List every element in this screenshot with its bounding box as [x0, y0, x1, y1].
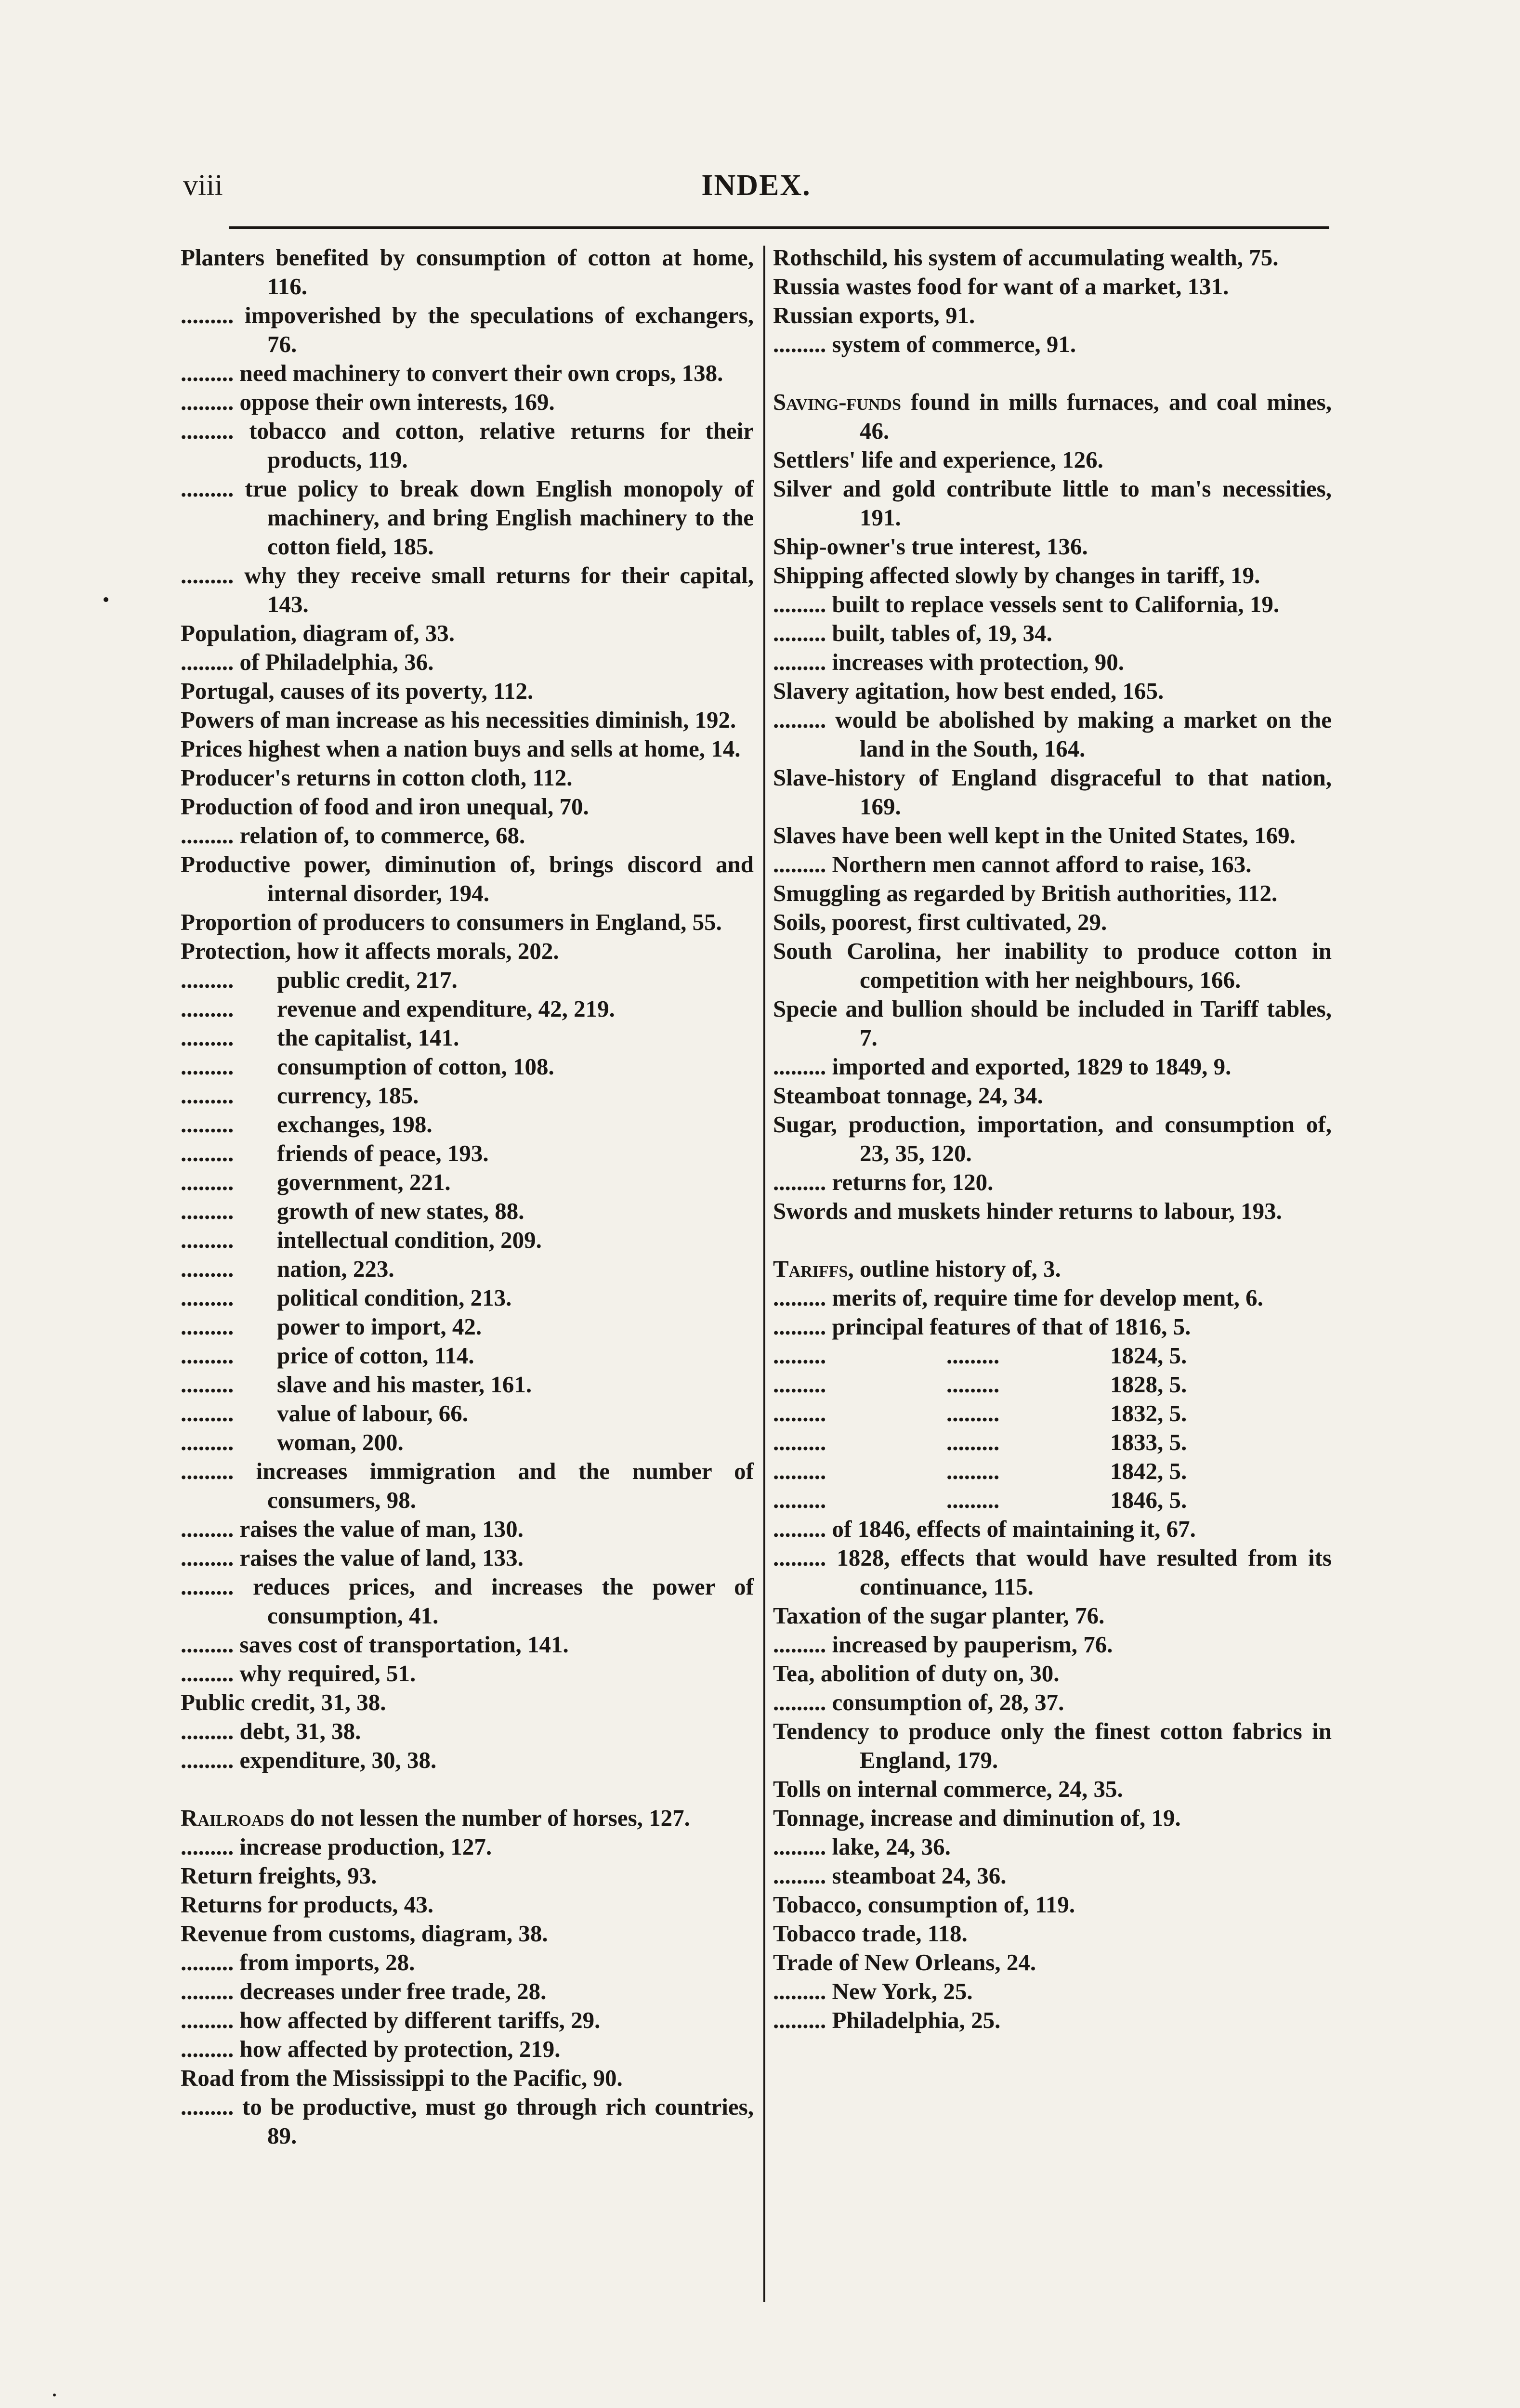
entry-text: 1832, 5.	[1110, 1400, 1187, 1426]
index-entry	[181, 561, 754, 619]
entry-text: Tolls on internal commerce, 24, 35.	[773, 1776, 1123, 1802]
index-entry	[181, 1544, 754, 1572]
column-divider	[763, 246, 765, 2302]
index-subentry	[181, 1312, 754, 1341]
leader-dots: .........	[181, 562, 234, 589]
entry-text: Steamboat tonnage, 24, 34.	[773, 1082, 1043, 1109]
entry-text: steamboat 24, 36.	[832, 1862, 1007, 1889]
leader-dots: .........	[181, 1544, 234, 1571]
entry-text: Tobacco, consumption of, 119.	[773, 1891, 1075, 1918]
entry-text: expenditure, 30, 38.	[239, 1747, 437, 1773]
entry-text: 1842, 5.	[1110, 1458, 1187, 1484]
index-entry	[181, 1572, 754, 1630]
index-entry	[773, 301, 1332, 330]
index-subentry	[181, 995, 754, 1023]
index-entry-tariff-year	[773, 1341, 1332, 1370]
leader-dots: .........	[181, 1140, 234, 1166]
entry-text: of 1846, effects of maintaining it, 67.	[832, 1516, 1196, 1542]
entry-text: would be abolished by making a market on the land in the South, 164.	[835, 707, 1332, 762]
entry-text: Productive power, diminution of, brings discord and internal disorder, 194.	[181, 851, 754, 906]
index-entry	[773, 1919, 1332, 1948]
index-entry	[181, 1977, 754, 2006]
entry-text: Soils, poorest, first cultivated, 29.	[773, 909, 1107, 935]
leader-dots: .........	[773, 1487, 826, 1513]
index-entry	[773, 995, 1332, 1052]
index-entry	[181, 1630, 754, 1659]
entry-text: 1824, 5.	[1110, 1342, 1187, 1369]
index-entry	[181, 388, 754, 417]
leader-dots: .........	[773, 2007, 826, 2033]
entry-text: Slavery agitation, how best ended, 165.	[773, 678, 1164, 704]
index-entry-tariff-year	[773, 1370, 1332, 1399]
entry-text: built to replace vessels sent to California, 19.	[832, 591, 1280, 617]
index-subentry	[181, 1197, 754, 1226]
entry-text: growth of new states, 88.	[277, 1198, 524, 1224]
entry-text: merits of, require time for develop ment, 6.	[832, 1284, 1263, 1311]
entry-text: reduces prices, and increases the power of consumption, 41.	[252, 1573, 754, 1629]
index-entry	[181, 619, 754, 648]
entry-text: price of cotton, 114.	[277, 1342, 474, 1369]
index-entry	[181, 301, 754, 359]
index-subentry	[181, 1023, 754, 1052]
index-entry	[773, 330, 1332, 359]
entry-text: Tonnage, increase and diminution of, 19.	[773, 1805, 1181, 1831]
leader-dots: .........	[181, 1111, 234, 1138]
leader-dots: .........	[773, 1544, 826, 1571]
leader-dots: .........	[181, 1371, 234, 1398]
index-subentry	[181, 1226, 754, 1255]
index-entry	[181, 792, 754, 821]
entry-text: intellectual condition, 209.	[277, 1227, 542, 1253]
leader-dots: .........	[773, 851, 826, 877]
leader-dots: .........	[181, 302, 234, 328]
entry-text: Tendency to produce only the finest cotton fabrics in England, 179.	[773, 1718, 1332, 1773]
index-entry	[773, 445, 1332, 474]
leader-dots: .........	[181, 418, 234, 444]
entry-text: Protection, how it affects morals, 202.	[181, 938, 559, 964]
index-entry	[181, 2006, 754, 2035]
leader-dots: .........	[181, 1256, 234, 1282]
entry-text: Northern men cannot afford to raise, 163.	[832, 851, 1252, 877]
entry-text: Slaves have been well kept in the United States, 169.	[773, 822, 1296, 849]
entry-text: New York, 25.	[832, 1978, 973, 2004]
index-column-right	[773, 243, 1332, 2035]
entry-text: Proportion of producers to consumers in England, 55.	[181, 909, 722, 935]
leader-dots: .........	[181, 1660, 234, 1687]
leader-dots: .........	[181, 1313, 234, 1340]
index-entry	[181, 1890, 754, 1919]
entry-text: Russian exports, 91.	[773, 302, 975, 328]
entry-text: Slave-history of England disgraceful to that nation, 169.	[773, 764, 1332, 820]
header-rule-gap	[185, 226, 229, 229]
entry-text: 1846, 5.	[1110, 1487, 1187, 1513]
leader-dots: .........	[181, 1227, 234, 1253]
index-subentry	[181, 966, 754, 995]
page-title: INDEX.	[701, 169, 811, 202]
entry-text: Settlers' life and experience, 126.	[773, 446, 1103, 473]
entry-text: South Carolina, her inability to produce cotton in competition with her neighbours, 166.	[773, 938, 1332, 993]
ink-speck	[53, 2394, 56, 2396]
entry-heading: Saving-funds	[773, 389, 901, 415]
entry-text: system of commerce, 91.	[832, 331, 1076, 357]
index-entry	[773, 1804, 1332, 1832]
index-subentry	[181, 1370, 754, 1399]
index-entry	[181, 1515, 754, 1544]
entry-text: true policy to break down English monopoly of machinery, and bring English machinery to the cotton field, 185.	[245, 475, 754, 560]
index-entry-tariff-year	[773, 1457, 1332, 1486]
entry-text: the capitalist, 141.	[277, 1024, 459, 1051]
entry-text: Road from the Mississippi to the Pacific, 90.	[181, 2065, 623, 2091]
entry-text: returns for, 120.	[832, 1169, 994, 1195]
leader-dots: .........	[181, 822, 234, 849]
entry-text: increases with protection, 90.	[832, 649, 1125, 675]
index-entry	[773, 1197, 1332, 1226]
leader-dots: .........	[773, 1833, 826, 1860]
entry-text: Production of food and iron unequal, 70.	[181, 793, 589, 820]
index-entry	[181, 1832, 754, 1861]
entry-text: how affected by different tariffs, 29.	[239, 2007, 601, 2033]
entry-text: increased by pauperism, 76.	[832, 1631, 1113, 1658]
page-number: viii	[183, 169, 223, 202]
leader-dots: .........	[773, 707, 826, 733]
leader-dots: .........	[181, 995, 234, 1022]
page-header	[183, 169, 1329, 212]
leader-dots: .........	[181, 389, 234, 415]
leader-dots: .........	[181, 2036, 234, 2062]
leader-dots: .........	[773, 1631, 826, 1658]
leader-dots: .........	[181, 1400, 234, 1426]
leader-dots: .........	[181, 360, 234, 386]
leader-dots: .........	[773, 620, 826, 646]
index-entry	[181, 359, 754, 388]
index-entry	[181, 1804, 754, 1832]
index-entry	[773, 1544, 1332, 1601]
index-entry	[773, 1659, 1332, 1688]
entry-text: why they receive small returns for their capital, 143.	[244, 562, 754, 617]
index-entry	[773, 1052, 1332, 1081]
index-entry	[181, 763, 754, 792]
entry-text: woman, 200.	[277, 1429, 404, 1455]
entry-text: 1828, 5.	[1110, 1371, 1187, 1398]
entry-text: Public credit, 31, 38.	[181, 1689, 386, 1715]
entry-text: 1828, effects that would have resulted from its continuance, 115.	[837, 1544, 1332, 1600]
entry-text: Prices highest when a nation buys and sells at home, 14.	[181, 735, 741, 762]
leader-dots: .........	[773, 331, 826, 357]
entry-text: increases immigration and the number of consumers, 98.	[256, 1458, 754, 1513]
leader-dots: .........	[946, 1342, 1000, 1369]
entry-text: oppose their own interests, 169.	[239, 389, 555, 415]
index-entry	[181, 1688, 754, 1717]
entry-text: of Philadelphia, 36.	[239, 649, 434, 675]
leader-dots: .........	[946, 1487, 1000, 1513]
index-entry	[773, 1832, 1332, 1861]
index-entry	[773, 272, 1332, 301]
entry-text: increase production, 127.	[239, 1833, 492, 1860]
leader-dots: .........	[181, 2007, 234, 2033]
entry-text: Specie and bullion should be included in Tariff tables, 7.	[773, 995, 1332, 1051]
entry-text: Returns for products, 43.	[181, 1891, 433, 1918]
entry-text: Shipping affected slowly by changes in tariff, 19.	[773, 562, 1260, 589]
index-entry	[181, 1659, 754, 1688]
entry-text: principal features of that of 1816, 5.	[832, 1313, 1191, 1340]
index-entry	[181, 908, 754, 937]
leader-dots: .........	[181, 1718, 234, 1744]
entry-text: Rothschild, his system of accumulating wealth, 75.	[773, 244, 1279, 271]
leader-dots: .........	[181, 1284, 234, 1311]
entry-text: found in mills furnaces, and coal mines, 46.	[860, 389, 1332, 444]
index-entry	[773, 1890, 1332, 1919]
entry-text: imported and exported, 1829 to 1849, 9.	[832, 1053, 1232, 1080]
index-entry	[773, 1601, 1332, 1630]
entry-text: tobacco and cotton, relative returns for their products, 119.	[249, 418, 754, 473]
leader-dots: .........	[946, 1400, 1000, 1426]
leader-dots: .........	[181, 1429, 234, 1455]
entry-text: Return freights, 93.	[181, 1862, 377, 1889]
entry-text: why required, 51.	[239, 1660, 416, 1687]
index-entry	[773, 1977, 1332, 2006]
index-subentry	[181, 1139, 754, 1168]
leader-dots: .........	[181, 475, 234, 502]
leader-dots: .........	[773, 1429, 826, 1455]
leader-dots: .........	[773, 1516, 826, 1542]
leader-dots: .........	[773, 1371, 826, 1398]
leader-dots: .........	[181, 1198, 234, 1224]
leader-dots: .........	[181, 1573, 234, 1600]
leader-dots: .........	[946, 1371, 1000, 1398]
entry-text: power to import, 42.	[277, 1313, 482, 1340]
entry-text: from imports, 28.	[239, 1949, 415, 1976]
leader-dots: .........	[773, 1342, 826, 1369]
entry-text: Revenue from customs, diagram, 38.	[181, 1920, 548, 1947]
index-entry	[773, 1717, 1332, 1775]
index-entry	[773, 879, 1332, 908]
index-entry	[773, 850, 1332, 879]
index-entry	[773, 1081, 1332, 1110]
index-entry	[773, 1688, 1332, 1717]
leader-dots: .........	[946, 1458, 1000, 1484]
entry-text: do not lessen the number of horses, 127.	[290, 1805, 690, 1831]
index-entry	[773, 388, 1332, 445]
index-entry	[773, 1861, 1332, 1890]
index-entry	[181, 1457, 754, 1515]
index-entry	[773, 1110, 1332, 1168]
entry-text: need machinery to convert their own crops, 138.	[239, 360, 723, 386]
index-entry	[181, 474, 754, 561]
index-column-left	[181, 243, 754, 2150]
leader-dots: .........	[181, 967, 234, 993]
index-entry	[773, 474, 1332, 532]
entry-text: Portugal, causes of its poverty, 112.	[181, 678, 534, 704]
index-entry	[773, 677, 1332, 706]
index-entry	[773, 1515, 1332, 1544]
index-entry	[181, 2093, 754, 2150]
leader-dots: .........	[181, 1631, 234, 1658]
index-subentry	[181, 1110, 754, 1139]
entry-text: saves cost of transportation, 141.	[239, 1631, 569, 1658]
index-entry	[773, 937, 1332, 995]
leader-dots: .........	[773, 1689, 826, 1715]
entry-text: Tea, abolition of duty on, 30.	[773, 1660, 1060, 1687]
index-entry	[773, 243, 1332, 272]
entry-text: Ship-owner's true interest, 136.	[773, 533, 1088, 560]
leader-dots: .........	[181, 1978, 234, 2004]
index-entry	[773, 1630, 1332, 1659]
entry-text: slave and his master, 161.	[277, 1371, 532, 1398]
index-entry	[181, 734, 754, 763]
index-entry	[773, 1312, 1332, 1341]
index-subentry	[181, 1283, 754, 1312]
leader-dots: .........	[181, 649, 234, 675]
entry-text: exchanges, 198.	[277, 1111, 432, 1138]
index-entry	[181, 706, 754, 734]
leader-dots: .........	[773, 1400, 826, 1426]
entry-text: Silver and gold contribute little to man's necessities, 191.	[773, 475, 1332, 531]
leader-dots: .........	[181, 1082, 234, 1109]
index-entry	[773, 1283, 1332, 1312]
entry-text: consumption of cotton, 108.	[277, 1053, 554, 1080]
index-subentry	[181, 1341, 754, 1370]
index-entry	[181, 1717, 754, 1746]
leader-dots: .........	[773, 591, 826, 617]
leader-dots: .........	[181, 1747, 234, 1773]
index-entry	[181, 2064, 754, 2093]
index-subentry	[181, 1255, 754, 1283]
entry-text: debt, 31, 38.	[239, 1718, 361, 1744]
index-subentry	[181, 1168, 754, 1197]
index-entry	[181, 243, 754, 301]
section-gap	[773, 359, 1332, 388]
entry-text: Russia wastes food for want of a market, 131.	[773, 273, 1229, 300]
entry-text: Philadelphia, 25.	[832, 2007, 1001, 2033]
leader-dots: .........	[773, 1284, 826, 1311]
index-entry	[773, 706, 1332, 763]
entry-text: raises the value of man, 130.	[239, 1516, 524, 1542]
entry-text: friends of peace, 193.	[277, 1140, 489, 1166]
index-entry	[773, 821, 1332, 850]
index-entry	[181, 2035, 754, 2064]
leader-dots: .........	[181, 1458, 234, 1484]
entry-text: political condition, 213.	[277, 1284, 512, 1311]
entry-text: Population, diagram of, 33.	[181, 620, 455, 646]
entry-heading: Tariffs	[773, 1256, 848, 1282]
entry-text: how affected by protection, 219.	[239, 2036, 561, 2062]
leader-dots: .........	[773, 1313, 826, 1340]
leader-dots: .........	[181, 1342, 234, 1369]
index-entry	[773, 648, 1332, 677]
entry-text: government, 221.	[277, 1169, 451, 1195]
entry-text: Taxation of the sugar planter, 76.	[773, 1602, 1105, 1629]
entry-text: Sugar, production, importation, and consumption of, 23, 35, 120.	[773, 1111, 1332, 1166]
index-entry	[181, 417, 754, 474]
leader-dots: .........	[181, 1833, 234, 1860]
entry-text: value of labour, 66.	[277, 1400, 469, 1426]
entry-text: Swords and muskets hinder returns to labour, 193.	[773, 1198, 1282, 1224]
index-entry	[181, 1746, 754, 1775]
leader-dots: .........	[773, 1053, 826, 1080]
index-entry	[181, 850, 754, 908]
leader-dots: .........	[181, 1949, 234, 1976]
entry-text: outline history of, 3.	[859, 1256, 1061, 1282]
index-entry: Tariffs, outline history of, 3.	[773, 1256, 1061, 1282]
entry-text: public credit, 217.	[277, 967, 458, 993]
entry-text: to be productive, must go through rich countries, 89.	[242, 2094, 754, 2149]
section-gap	[181, 1775, 754, 1804]
index-entry	[773, 1948, 1332, 1977]
index-subentry	[181, 1428, 754, 1457]
index-entry	[773, 2006, 1332, 2035]
leader-dots: .........	[773, 1862, 826, 1889]
index-entry	[181, 1948, 754, 1977]
leader-dots: .........	[773, 1458, 826, 1484]
entry-text: Smuggling as regarded by British authorities, 112.	[773, 880, 1278, 906]
leader-dots: .........	[181, 1053, 234, 1080]
header-rule	[185, 226, 1329, 229]
ink-speck	[104, 597, 108, 602]
entry-text: Trade of New Orleans, 24.	[773, 1949, 1036, 1976]
entry-text: revenue and expenditure, 42, 219.	[277, 995, 615, 1022]
index-entry	[773, 1775, 1332, 1804]
entry-text: raises the value of land, 133.	[239, 1544, 524, 1571]
index-entry	[181, 1861, 754, 1890]
leader-dots: .........	[773, 1978, 826, 2004]
entry-text: built, tables of, 19, 34.	[832, 620, 1052, 646]
index-subentry	[181, 1399, 754, 1428]
entry-text: relation of, to commerce, 68.	[239, 822, 525, 849]
entry-text: 1833, 5.	[1110, 1429, 1187, 1455]
entry-text: decreases under free trade, 28.	[239, 1978, 547, 2004]
leader-dots: .........	[773, 649, 826, 675]
index-entry	[773, 1168, 1332, 1197]
index-entry	[181, 937, 754, 966]
entry-text: consumption of, 28, 37.	[832, 1689, 1064, 1715]
leader-dots: .........	[773, 1169, 826, 1195]
entry-text: Tobacco trade, 118.	[773, 1920, 968, 1947]
index-entry	[773, 532, 1332, 561]
entry-text: Producer's returns in cotton cloth, 112.	[181, 764, 573, 791]
leader-dots: .........	[946, 1429, 1000, 1455]
index-entry	[773, 763, 1332, 821]
section-gap	[773, 1226, 1332, 1255]
index-entry	[181, 1919, 754, 1948]
entry-text: currency, 185.	[277, 1082, 419, 1109]
index-subentry	[181, 1052, 754, 1081]
index-entry	[181, 821, 754, 850]
entry-text: nation, 223.	[277, 1256, 394, 1282]
index-entry-tariff-year	[773, 1486, 1332, 1515]
leader-dots: .........	[181, 1516, 234, 1542]
entry-heading: Railroads	[181, 1805, 284, 1831]
index-entry	[773, 619, 1332, 648]
leader-dots: .........	[181, 1024, 234, 1051]
index-entry-tariff-year	[773, 1399, 1332, 1428]
index-entry-tariff-year	[773, 1428, 1332, 1457]
leader-dots: .........	[181, 1169, 234, 1195]
entry-text: impoverished by the speculations of exchangers, 76.	[245, 302, 754, 357]
index-entry	[773, 561, 1332, 590]
entry-text: lake, 24, 36.	[832, 1833, 951, 1860]
index-entry	[181, 648, 754, 677]
leader-dots: .........	[181, 2094, 234, 2120]
index-entry	[181, 677, 754, 706]
entry-text: Planters benefited by consumption of cotton at home, 116.	[181, 244, 754, 300]
index-subentry	[181, 1081, 754, 1110]
entry-text: Powers of man increase as his necessities diminish, 192.	[181, 707, 736, 733]
index-entry	[773, 590, 1332, 619]
index-entry	[773, 908, 1332, 937]
